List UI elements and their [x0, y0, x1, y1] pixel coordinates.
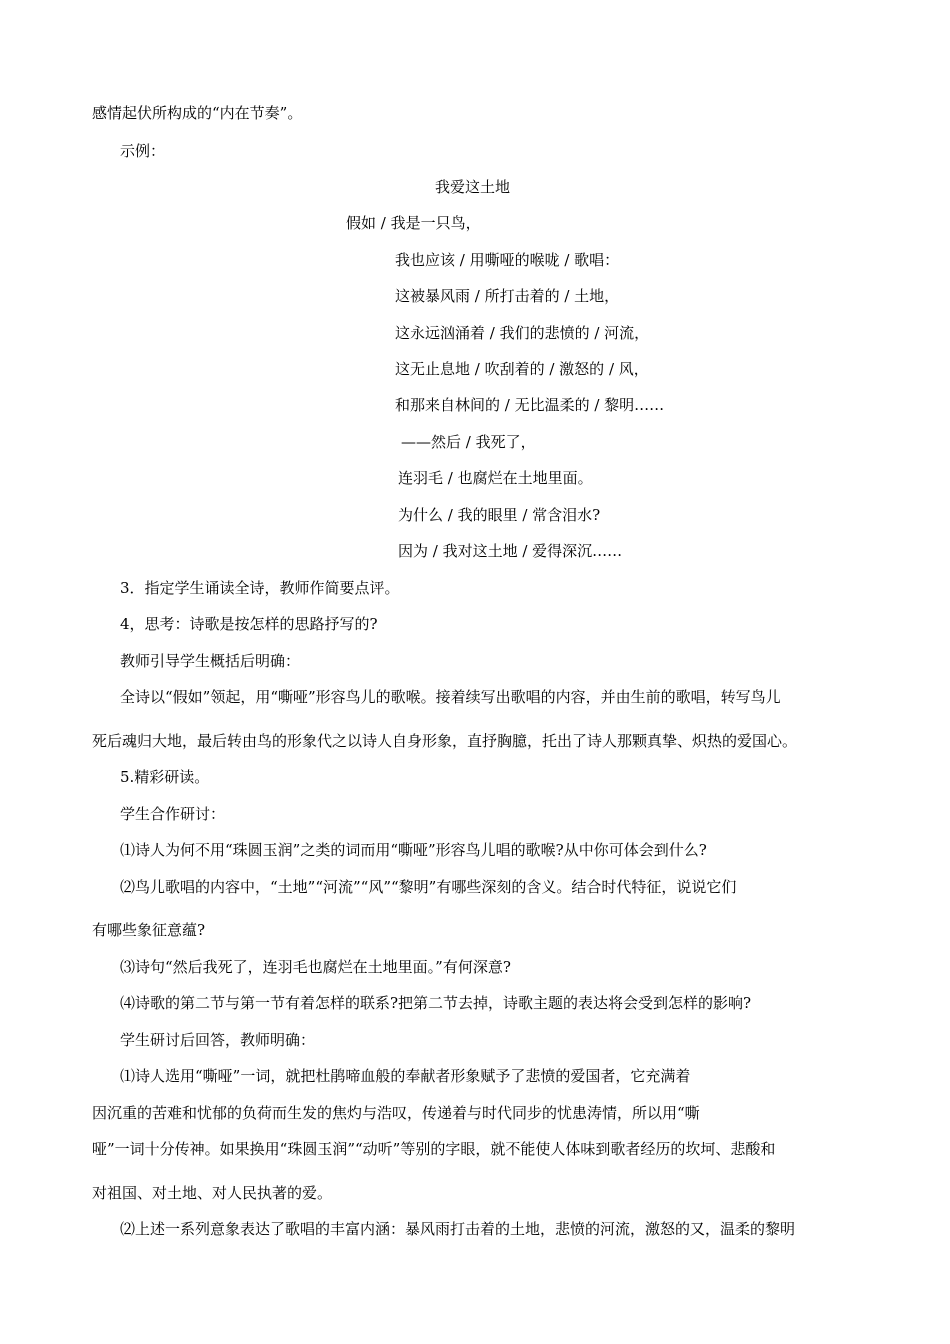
poem-line: 因为 / 我对这土地 / 爱得深沉……	[398, 542, 623, 560]
text-line: ⑶诗句“然后我死了，连羽毛也腐烂在土地里面。”有何深意?	[120, 958, 511, 976]
poem-line: ——然后 / 我死了，	[401, 433, 536, 451]
poem-title: 我爱这土地	[435, 178, 511, 196]
text-line: 对祖国、对土地、对人民执著的爱。	[92, 1184, 333, 1202]
text-line: ⑴诗人选用“嘶哑”一词，就把杜鹃啼血般的奉献者形象赋予了悲愤的爱国者，它充满着	[120, 1067, 691, 1085]
text-line: 4，思考：诗歌是按怎样的思路抒写的?	[120, 615, 378, 633]
text-line: 5.精彩研读。	[120, 768, 210, 786]
text-line: 死后魂归大地，最后转由鸟的形象代之以诗人自身形象，直抒胸臆，托出了诗人那颗真挚、炽热的爱国心。	[92, 732, 798, 750]
poem-line: 和那来自林间的 / 无比温柔的 / 黎明……	[395, 396, 665, 414]
text-line: ⑷诗歌的第二节与第一节有着怎样的联系?把第二节去掉，诗歌主题的表达将会受到怎样的影响?	[120, 994, 752, 1012]
text-line: 示例：	[120, 142, 166, 160]
text-line: 教师引导学生概括后明确：	[120, 652, 301, 670]
text-line: 全诗以“假如”领起，用“嘶哑”形容鸟儿的歌喉。接着续写出歌唱的内容，并由生前的歌唱，转写鸟儿	[120, 688, 781, 706]
text-line: 学生研讨后回答，教师明确：	[120, 1031, 316, 1049]
poem-line: 我也应该 / 用嘶哑的喉咙 / 歌唱：	[395, 251, 620, 269]
text-line: ⑴诗人为何不用“珠圆玉润”之类的词而用“嘶哑”形容鸟儿唱的歌喉?从中你可体会到什么?	[120, 841, 707, 859]
poem-line: 这被暴风雨 / 所打击着的 / 土地，	[395, 287, 620, 305]
text-line: 因沉重的苦难和忧郁的负荷而生发的焦灼与浩叹，传递着与时代同步的忧患涛情，所以用“嘶	[92, 1104, 700, 1122]
poem-line: 连羽毛 / 也腐烂在土地里面。	[398, 469, 593, 487]
text-line: 3．指定学生诵读全诗，教师作简要点评。	[120, 579, 400, 597]
poem-line: 假如 / 我是一只鸟，	[346, 214, 481, 232]
poem-line: 这永远汹涌着 / 我们的悲愤的 / 河流，	[395, 324, 650, 342]
text-line: 学生合作研讨：	[120, 805, 226, 823]
text-line: 有哪些象征意蕴?	[92, 921, 206, 939]
text-line: ⑵鸟儿歌唱的内容中，“土地”“河流”“风”“黎明”有哪些深刻的含义。结合时代特征，说说它们	[120, 878, 737, 896]
poem-line: 为什么 / 我的眼里 / 常含泪水?	[398, 506, 601, 524]
text-line: 哑”一词十分传神。如果换用“珠圆玉润”“动听”等别的字眼，就不能使人体味到歌者经历的坎坷、悲酸和	[92, 1140, 776, 1158]
poem-line: 这无止息地 / 吹刮着的 / 激怒的 / 风，	[395, 360, 649, 378]
text-line: 感情起伏所构成的“内在节奏”。	[92, 104, 303, 122]
text-line: ⑵上述一系列意象表达了歌唱的丰富内涵：暴风雨打击着的土地，悲愤的河流，激怒的又，温柔的黎明	[120, 1220, 796, 1238]
